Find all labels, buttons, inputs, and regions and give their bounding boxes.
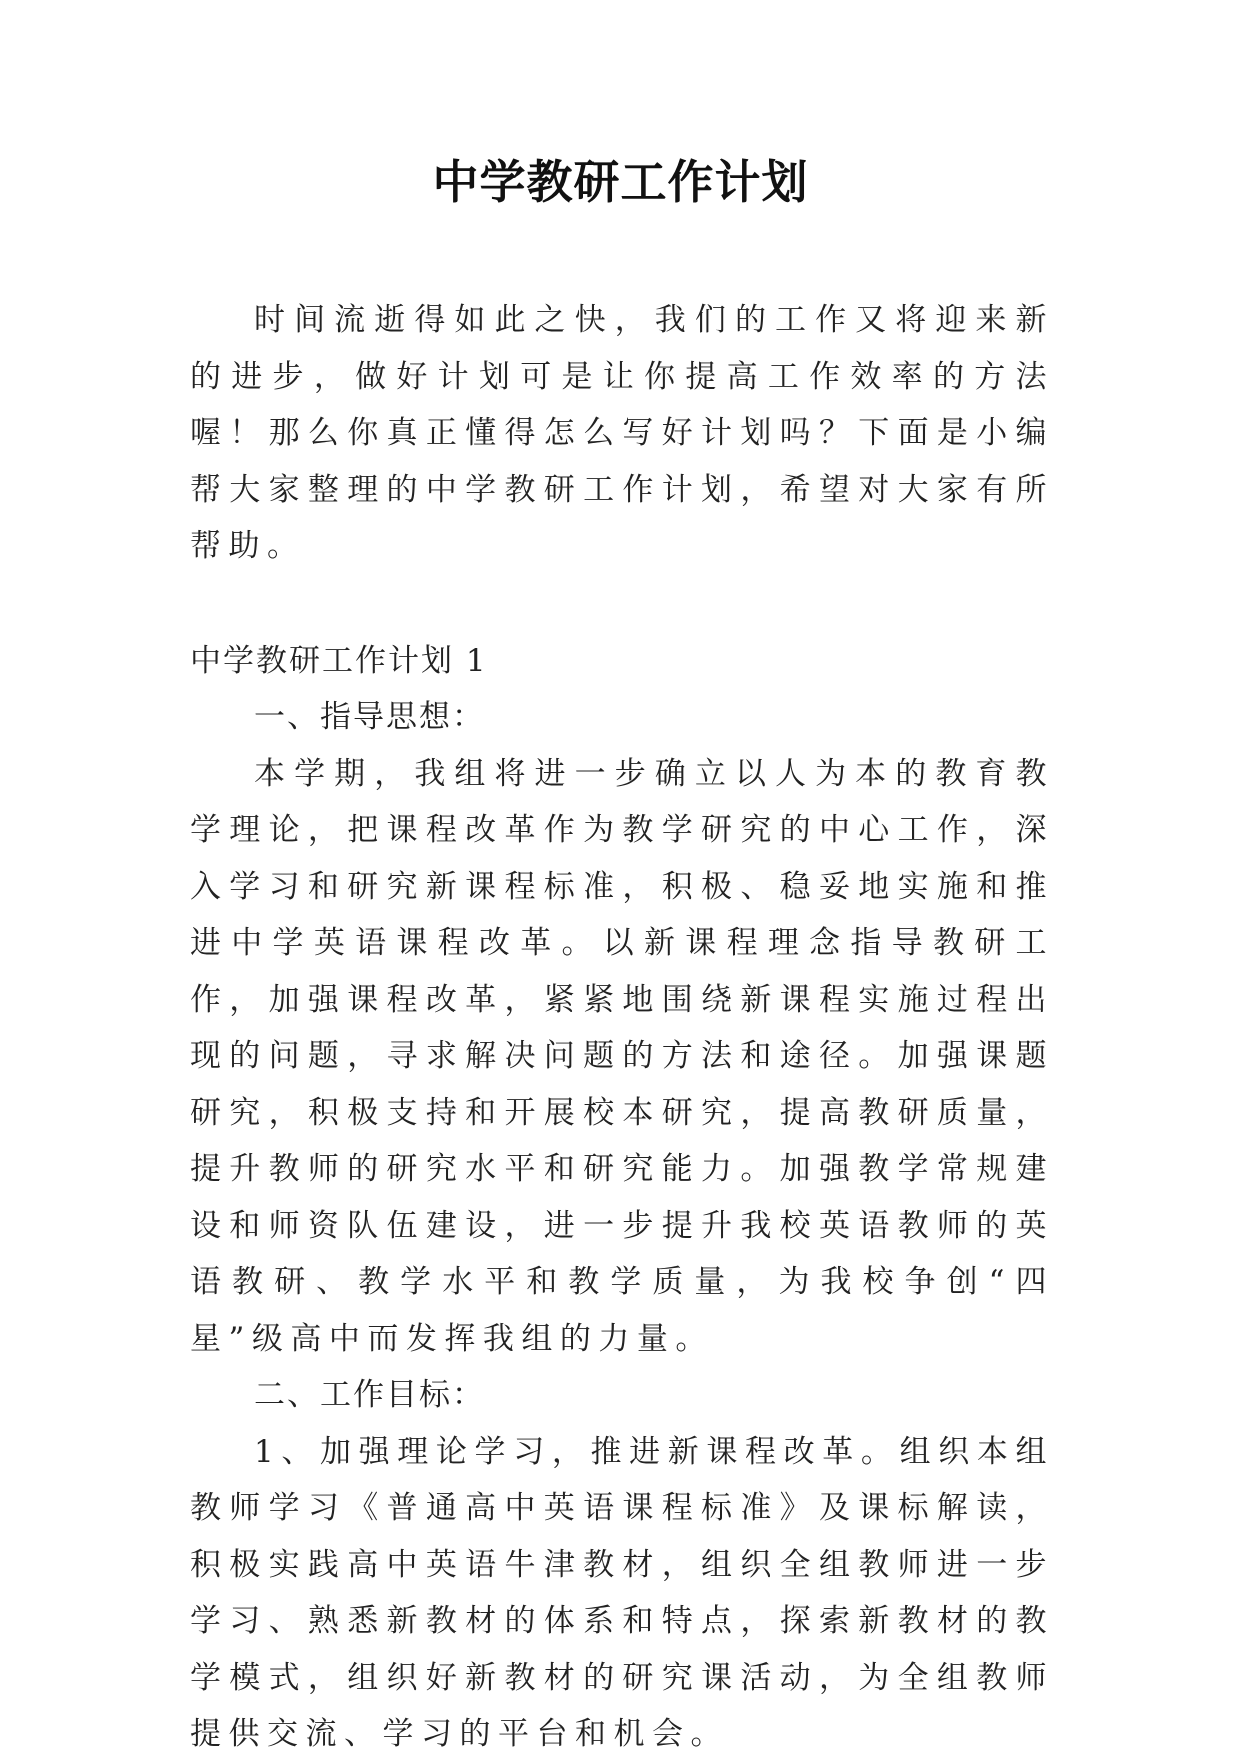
document-body	[190, 292, 1054, 1763]
guiding-ideology-paragraph: 本学期，我组将进一步确立以人为本的教育教学理论，把课程改革作为教学研究的中心工作，深入学习和研究新课程标准，积极、稳妥地实施和推进中学英语课程改革。以新课程理念指导教研工作，加强课程改革，紧紧地围绕新课程实施过程出现的问题，寻求解决问题的方法和途径。加强课题研究，积极支持和开展校本研究，提高教研质量，提升教师的研究水平和研究能力。加强教学常规建设和师资队伍建设，进一步提升我校英语教师的英语教研、教学水平和教学质量，为我校争创“四星”级高中而发挥我组的力量。	[190, 755, 1054, 1357]
work-goal-item-1: 1、加强理论学习，推进新课程改革。组织本组教师学习《普通高中英语课程标准》及课标解读，积极实践高中英语牛津教材，组织全组教师进一步学习、熟悉新教材的体系和特点，探索新教材的教学模式，组织好新教材的研究课活动，为全组教师提供交流、学习的平台和机会。	[190, 1433, 1054, 1752]
guiding-ideology-heading: 一、指导思想：	[254, 699, 485, 735]
work-goals-heading: 二、工作目标：	[254, 1377, 485, 1413]
section-heading: 中学教研工作计划 1	[190, 642, 488, 679]
document-title: 中学教研工作计划	[432, 155, 809, 209]
intro-paragraph: 时间流逝得如此之快，我们的工作又将迎来新的进步，做好计划可是让你提高工作效率的方法喔！那么你真正懂得怎么写好计划吗？下面是小编帮大家整理的中学教研工作计划，希望对大家有所帮助。	[190, 302, 1054, 564]
